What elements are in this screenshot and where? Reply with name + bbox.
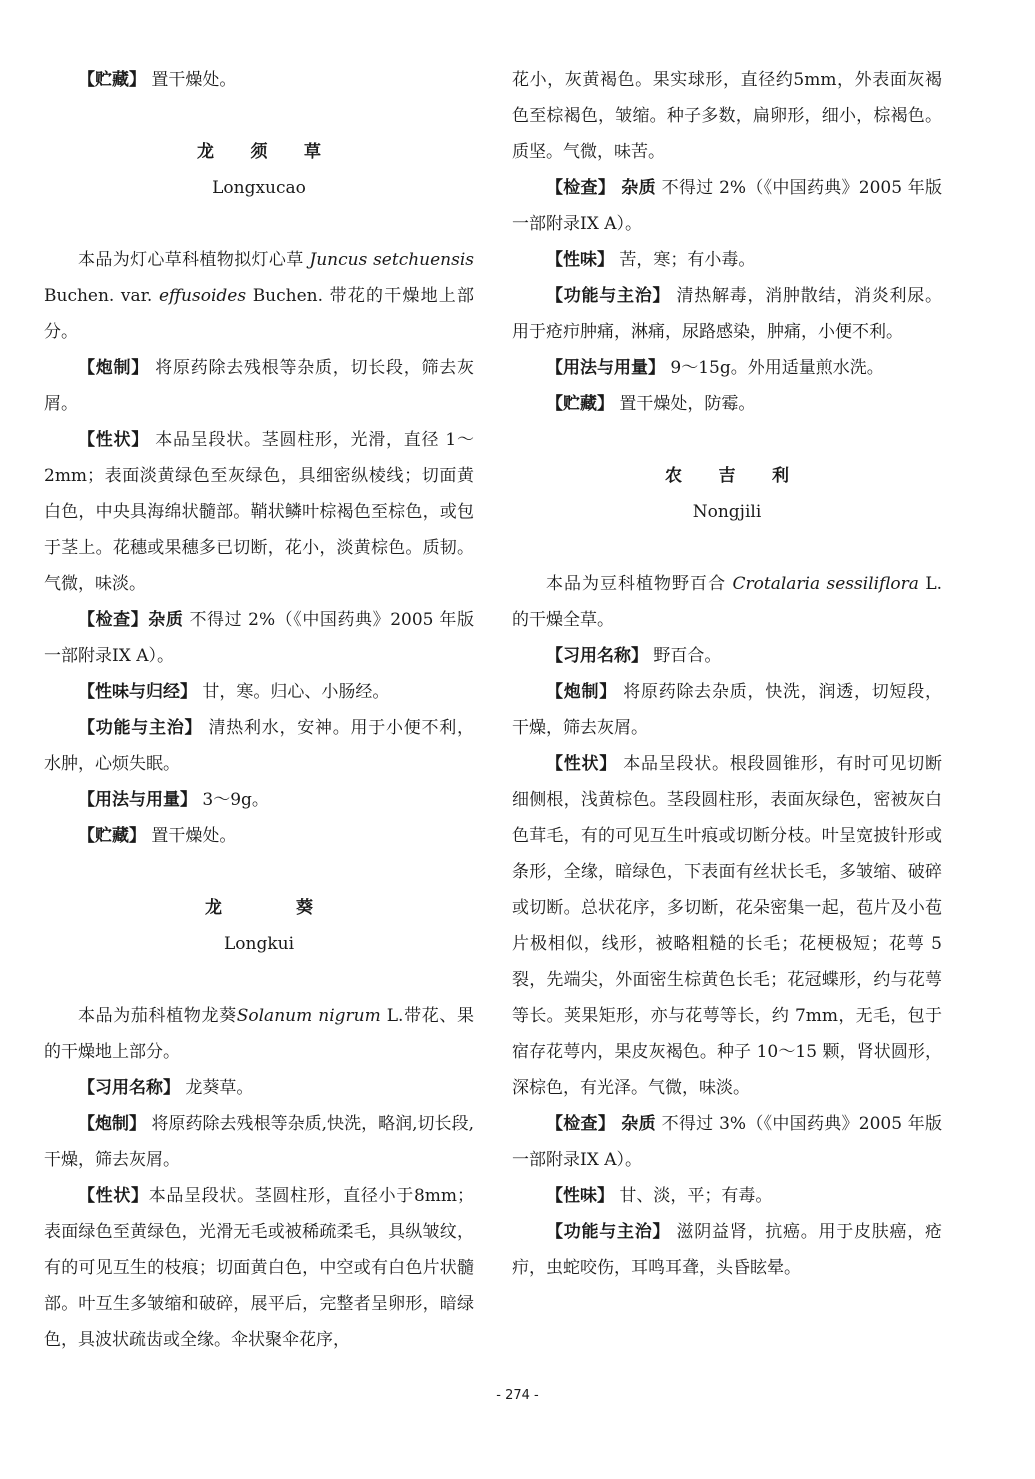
common-name-paragraph: 【习用名称】 野百合。 — [546, 646, 722, 666]
usage-paragraph: 【用法与用量】 9～15g。外用适量煎水洗。 — [546, 358, 884, 378]
intro-paragraph: 本品为豆科植物野百合 Crotalaria sessiliflora L. 的干燥全草。 — [512, 574, 943, 630]
entry-title: 龙 须 草 — [196, 142, 337, 162]
entry-pinyin: Nongjili — [692, 502, 762, 522]
entry-title: 龙 葵 — [205, 898, 347, 918]
taste-paragraph: 【性味】 苦，寒；有小毒。 — [546, 250, 756, 270]
inspection-paragraph: 【检查】 杂质 不得过 3%（《中国药典》2005 年版一部附录IX A）。 — [512, 1114, 943, 1170]
taste-paragraph: 【性味与归经】 甘，寒。归心、小肠经。 — [78, 682, 390, 702]
entry-pinyin: Longkui — [223, 934, 295, 954]
processing-paragraph: 【炮制】 将原药除去残根等杂质，切长段，筛去灰屑。 — [44, 358, 475, 414]
usage-paragraph: 【用法与用量】 3～9g。 — [78, 790, 269, 810]
entry-pinyin: Longxucao — [212, 178, 306, 198]
common-name-paragraph: 【习用名称】 龙葵草。 — [78, 1078, 254, 1098]
storage-paragraph: 【贮藏】 置干燥处，防霉。 — [546, 394, 756, 414]
intro-paragraph: 本品为茄科植物龙葵Solanum nigrum L.带花、果的干燥地上部分。 — [44, 1006, 475, 1062]
character-paragraph: 【性状】 本品呈段状。茎圆柱形，光滑，直径 1～2mm；表面淡黄绿色至灰绿色，具细密纵棱线；切面黄白色，中央具海绵状髓部。鞘状鳞叶棕褐色至棕色，或包于茎上。花穗或果穗多已切断，花小，淡黄棕色。质韧。气微，味淡。 — [44, 430, 475, 594]
storage-paragraph: 【贮藏】 置干燥处。 — [78, 70, 237, 90]
intro-paragraph: 本品为灯心草科植物拟灯心草 Juncus setchuensis Buchen. var. effusoides Buchen. 带花的干燥地上部分。 — [44, 250, 475, 342]
inspection-paragraph: 【检查】 杂质 不得过 2%（《中国药典》2005 年版一部附录IX A）。 — [512, 178, 943, 234]
page-number: - 274 - — [496, 1388, 539, 1403]
processing-paragraph: 【炮制】 将原药除去杂质，快洗，润透，切短段，干燥，筛去灰屑。 — [512, 682, 943, 738]
inspection-paragraph: 【检查】杂质 不得过 2%（《中国药典》2005 年版一部附录IX A）。 — [44, 610, 475, 666]
right-column — [512, 62, 942, 1286]
left-column — [44, 62, 474, 1358]
storage-paragraph: 【贮藏】 置干燥处。 — [78, 826, 237, 846]
function-paragraph: 【功能与主治】 清热利水，安神。用于小便不利，水肿，心烦失眠。 — [44, 718, 475, 774]
character-paragraph: 【性状】本品呈段状。茎圆柱形，直径小于8mm；表面绿色至黄绿色，光滑无毛或被稀疏柔毛，具纵皱纹，有的可见互生的枝痕；切面黄白色，中空或有白色片状髓部。叶互生多皱缩和破碎，展平后，完整者呈卵形，暗绿色，具波状疏齿或全缘。伞状聚伞花序， — [44, 1186, 475, 1350]
taste-paragraph: 【性味】 甘、淡，平；有毒。 — [546, 1186, 773, 1206]
processing-paragraph: 【炮制】 将原药除去残根等杂质,快洗，略润,切长段,干燥，筛去灰屑。 — [44, 1114, 474, 1170]
character-continuation: 花小，灰黄褐色。果实球形，直径约5mm，外表面灰褐色至棕褐色，皱缩。种子多数，扁卵形，细小，棕褐色。质坚。气微，味苦。 — [512, 70, 942, 162]
character-paragraph: 【性状】 本品呈段状。根段圆锥形，有时可见切断细侧根，浅黄棕色。茎段圆柱形，表面灰绿色，密被灰白色茸毛，有的可见互生叶痕或切断分枝。叶呈宽披针形或条形，全缘，暗绿色，下表面有丝状长毛，多皱缩、破碎或切断。总状花序，多切断，花朵密集一起，苞片及小苞片极相似，线形，被略粗糙的长毛；花梗极短；花萼 5 裂，先端尖，外面密生棕黄色长毛；花冠蝶形，约与花萼等长。荚果矩形，亦与花萼等长，约 7mm，无毛，包于宿存花萼内，果皮灰褐色。种子 10～15 颗，肾状圆形，深棕色，有光泽。气微，味淡。 — [512, 754, 943, 1098]
entry-title: 农 吉 利 — [664, 466, 805, 486]
function-paragraph: 【功能与主治】 滋阴益肾，抗癌。用于皮肤癌，疮疖，虫蛇咬伤，耳鸣耳聋，头昏眩晕。 — [512, 1222, 943, 1278]
function-paragraph: 【功能与主治】 清热解毒，消肿散结，消炎利尿。用于疮疖肿痛，淋痛，尿路感染，肿痛，小便不利。 — [512, 286, 943, 342]
